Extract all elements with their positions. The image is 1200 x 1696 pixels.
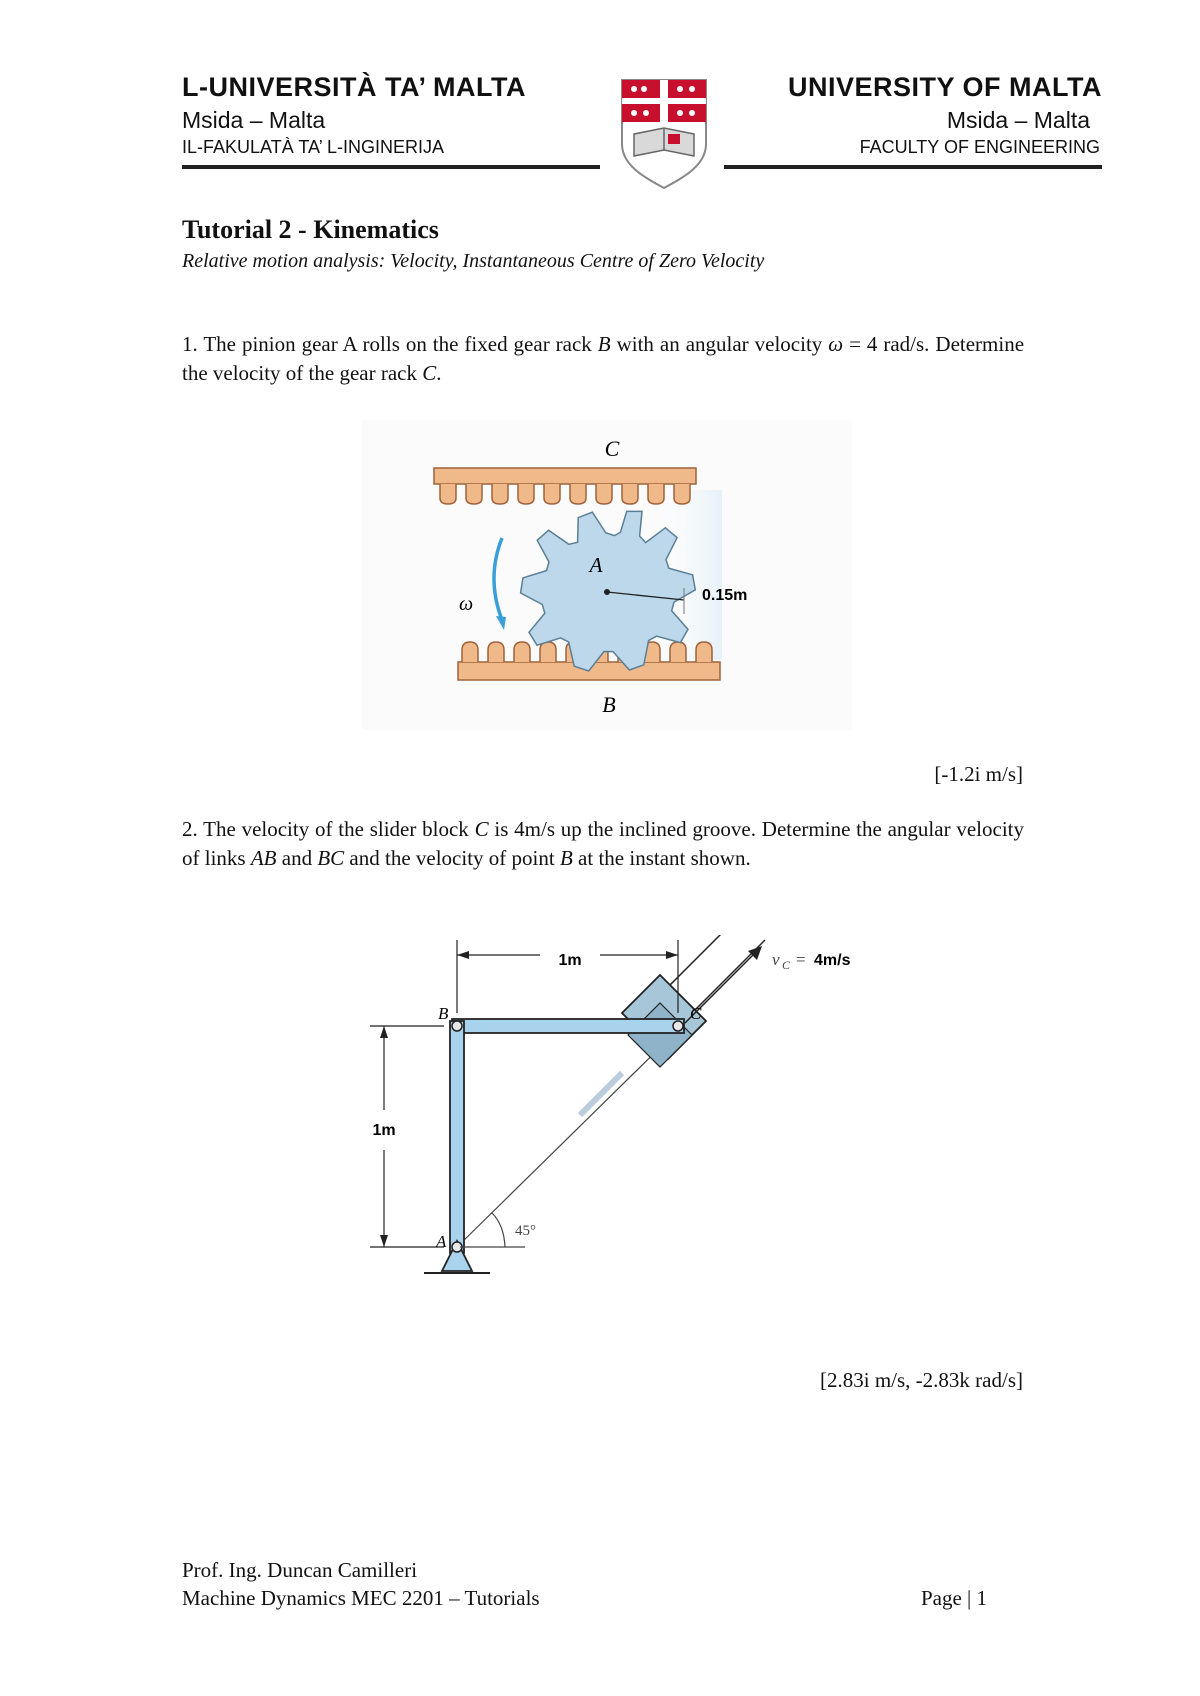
header-right-location: Msida – Malta	[946, 107, 1090, 133]
label-omega: ω	[458, 593, 474, 615]
footer-page-number: Page | 1	[920, 1586, 987, 1610]
label-a: A	[589, 553, 603, 577]
question-1-answer: [-1.2i m/s]	[934, 762, 1023, 786]
label-radius: 0.15m	[702, 587, 748, 604]
link-bc	[452, 1019, 684, 1033]
page-title: Tutorial 2 - Kinematics	[182, 215, 439, 244]
dim-left-arrow-bottom-icon	[380, 1235, 388, 1247]
dim-top-arrow-right-icon	[666, 951, 678, 959]
label-c: C	[604, 436, 620, 461]
pin-c	[673, 1021, 683, 1031]
label-b: B	[602, 692, 616, 717]
footer-course: Machine Dynamics MEC 2201 – Tutorials	[182, 1586, 540, 1610]
label-a: A	[436, 1232, 447, 1251]
university-crest-icon	[620, 78, 708, 190]
header-right-rule	[724, 165, 1102, 169]
header-left-rule	[182, 165, 600, 169]
pin-support-a	[424, 1241, 490, 1273]
question-2-text: 2. The velocity of the slider block C is 4m/s up the inclined groove. Determine the angular velocity of links AB and BC and the velocity of point B at the instant shown.	[182, 817, 1025, 870]
angle-arc	[492, 1213, 505, 1247]
label-c: C	[690, 1004, 702, 1023]
header-left-faculty: IL-FAKULATÀ TA’ L-INGINERIJA	[182, 137, 445, 157]
question-1-number: 1.	[182, 332, 198, 356]
dim-top-label: 1m	[558, 952, 582, 969]
question-2-answer: [2.83i m/s, -2.83k rad/s]	[820, 1368, 1023, 1392]
dim-top-arrow-left-icon	[457, 951, 469, 959]
header-left-location: Msida – Malta	[182, 107, 326, 133]
link-ab	[450, 1021, 464, 1253]
label-b: B	[438, 1004, 449, 1023]
dim-left-arrow-top-icon	[380, 1026, 388, 1038]
dim-left-label: 1m	[372, 1122, 396, 1139]
vc-value: 4m/s	[814, 952, 851, 969]
page-subtitle: Relative motion analysis: Velocity, Instantaneous Centre of Zero Velocity	[182, 250, 765, 272]
figure-linkage	[360, 935, 880, 1315]
header-left-university-mt: L-UNIVERSITÀ TA’ MALTA	[182, 72, 526, 102]
gear-centre-dot	[604, 589, 610, 595]
vc-subscript: C	[782, 958, 791, 972]
vc-equals: =	[796, 950, 806, 969]
figure-gear-rack	[362, 420, 852, 730]
vc-symbol: v	[772, 950, 780, 969]
question-2-number: 2.	[182, 817, 198, 841]
footer-author: Prof. Ing. Duncan Camilleri	[182, 1558, 418, 1582]
header-right-university-en: UNIVERSITY OF MALTA	[787, 72, 1102, 102]
pin-b	[452, 1021, 462, 1031]
angle-label: 45°	[515, 1223, 536, 1239]
header-right-faculty: FACULTY OF ENGINEERING	[859, 137, 1100, 157]
question-1-text: 1. The pinion gear A rolls on the fixed gear rack B with an angular velocity ω = 4 rad/s. Determine the velocity of the gear rack C.	[182, 332, 1025, 385]
